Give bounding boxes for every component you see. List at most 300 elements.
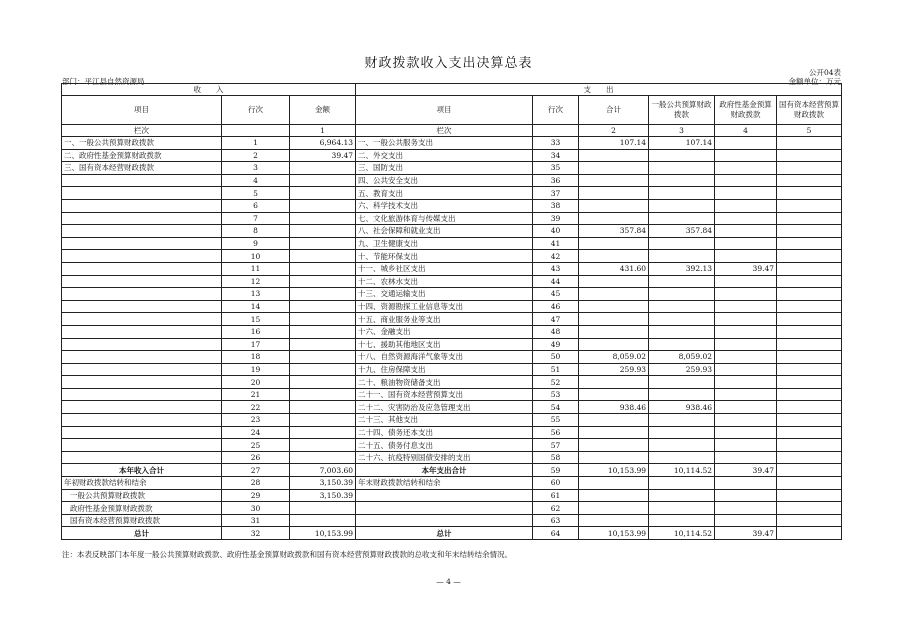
- income-item: [62, 275, 222, 288]
- fund-budget-amount: [715, 275, 777, 288]
- soe-budget-amount: [777, 477, 842, 490]
- col-num-4: 4: [715, 125, 777, 137]
- income-amount: 39.47: [290, 149, 356, 162]
- expend-line: 38: [533, 199, 579, 212]
- gen-budget-amount: [649, 514, 715, 527]
- income-item: [62, 376, 222, 389]
- total-amount: 10,153.99: [579, 527, 649, 540]
- col-blank: [222, 125, 290, 137]
- table-row: [62, 338, 842, 351]
- fund-budget-amount: [715, 414, 777, 427]
- table-row: [62, 162, 842, 175]
- total-amount: [579, 199, 649, 212]
- summary-row: [62, 514, 842, 527]
- gen-budget-amount: [649, 451, 715, 464]
- income-item: [62, 174, 222, 187]
- expend-item: 二十、粮油物资储备支出: [356, 376, 533, 389]
- table-row: [62, 225, 842, 238]
- income-amount: [290, 212, 356, 225]
- gen-budget-amount: [649, 162, 715, 175]
- col-num-2: 2: [579, 125, 649, 137]
- expend-line: 34: [533, 149, 579, 162]
- soe-budget-amount: [777, 262, 842, 275]
- total-amount: [579, 325, 649, 338]
- income-item: [62, 288, 222, 301]
- income-amount: [290, 401, 356, 414]
- income-item: [62, 451, 222, 464]
- total-amount: 259.93: [579, 363, 649, 376]
- income-item: 一般公共预算财政拨款: [62, 489, 222, 502]
- gen-budget-amount: [649, 502, 715, 515]
- income-line: 26: [222, 451, 290, 464]
- income-amount: [290, 174, 356, 187]
- summary-row: [62, 502, 842, 515]
- fund-budget-amount: [715, 338, 777, 351]
- gen-budget-amount: 10,114.52: [649, 527, 715, 540]
- gen-budget-amount: [649, 414, 715, 427]
- expend-item: 六、科学技术支出: [356, 199, 533, 212]
- gen-budget-amount: [649, 426, 715, 439]
- gen-budget-amount: [649, 237, 715, 250]
- income-item: [62, 300, 222, 313]
- soe-budget-amount: [777, 376, 842, 389]
- footnote: 注：本表反映部门本年度一般公共预算财政拨款、政府性基金预算财政拨款和国有资本经营预算财政拨款的总收支和年末结转结余情况。: [62, 550, 512, 559]
- soe-budget-amount: [777, 325, 842, 338]
- income-amount: [290, 439, 356, 452]
- fund-budget-amount: [715, 237, 777, 250]
- total-amount: [579, 338, 649, 351]
- expend-item: [356, 514, 533, 527]
- total-amount: [579, 288, 649, 301]
- income-line: 1: [222, 137, 290, 150]
- summary-row: [62, 477, 842, 490]
- expend-item: 一、一般公共服务支出: [356, 137, 533, 150]
- soe-budget-amount: [777, 451, 842, 464]
- table-row: [62, 363, 842, 376]
- income-line: 7: [222, 212, 290, 225]
- table-row: [62, 137, 842, 150]
- income-item: [62, 313, 222, 326]
- gen-budget-amount: [649, 439, 715, 452]
- expend-line: 43: [533, 262, 579, 275]
- income-line: 3: [222, 162, 290, 175]
- fund-budget-amount: [715, 502, 777, 515]
- total-amount: [579, 300, 649, 313]
- soe-budget-amount: [777, 162, 842, 175]
- fund-budget-amount: [715, 212, 777, 225]
- income-line: 11: [222, 262, 290, 275]
- soe-budget-amount: [777, 237, 842, 250]
- income-line: 23: [222, 414, 290, 427]
- fund-budget-amount: [715, 376, 777, 389]
- income-line: 29: [222, 489, 290, 502]
- gen-budget-amount: [649, 250, 715, 263]
- unit-label: 金额单位：万元: [788, 77, 841, 86]
- income-item: [62, 401, 222, 414]
- income-item: 年初财政拨款结转和结余: [62, 477, 222, 490]
- fund-budget-amount: [715, 288, 777, 301]
- income-line: 14: [222, 300, 290, 313]
- expend-line: 56: [533, 426, 579, 439]
- soe-budget-header: 国有资本经营预算财政拨款: [777, 96, 842, 125]
- income-amount: [290, 275, 356, 288]
- income-amount: [290, 325, 356, 338]
- expend-line: 63: [533, 514, 579, 527]
- expend-item: 七、文化旅游体育与传媒支出: [356, 212, 533, 225]
- total-amount: [579, 426, 649, 439]
- summary-row: [62, 527, 842, 540]
- expend-item: 十三、交通运输支出: [356, 288, 533, 301]
- expend-item: 二十一、国有资本经营预算支出: [356, 388, 533, 401]
- expend-item-header: 项目: [356, 96, 533, 125]
- fund-budget-amount: [715, 477, 777, 490]
- expend-line: 47: [533, 313, 579, 326]
- income-amount: [290, 351, 356, 364]
- table-row: [62, 325, 842, 338]
- gen-budget-amount: 8,059.02: [649, 351, 715, 364]
- income-amount: [290, 338, 356, 351]
- total-amount: [579, 275, 649, 288]
- income-line: 21: [222, 388, 290, 401]
- income-line: 22: [222, 401, 290, 414]
- income-amount: 3,150.39: [290, 489, 356, 502]
- soe-budget-amount: [777, 313, 842, 326]
- income-amount: [290, 363, 356, 376]
- expend-item: 十八、自然资源海洋气象等支出: [356, 351, 533, 364]
- expend-line: 64: [533, 527, 579, 540]
- total-amount: [579, 451, 649, 464]
- fund-budget-amount: [715, 225, 777, 238]
- fund-budget-amount: 39.47: [715, 527, 777, 540]
- income-line-header: 行次: [222, 96, 290, 125]
- expend-line-header: 行次: [533, 96, 579, 125]
- income-item: [62, 325, 222, 338]
- expend-line: 33: [533, 137, 579, 150]
- income-header: 收 入: [62, 84, 356, 96]
- income-item: [62, 414, 222, 427]
- expend-item: 十七、援助其他地区支出: [356, 338, 533, 351]
- table-row: [62, 426, 842, 439]
- expend-item: 十一、城乡社区支出: [356, 262, 533, 275]
- fund-budget-amount: [715, 426, 777, 439]
- income-line: 27: [222, 464, 290, 477]
- income-item: [62, 187, 222, 200]
- income-line: 9: [222, 237, 290, 250]
- expend-item: 二十四、债务还本支出: [356, 426, 533, 439]
- table-row: [62, 401, 842, 414]
- expend-line: 49: [533, 338, 579, 351]
- gen-budget-amount: 357.84: [649, 225, 715, 238]
- expend-line: 46: [533, 300, 579, 313]
- income-item: 国有资本经营预算财政拨款: [62, 514, 222, 527]
- expend-line: 48: [533, 325, 579, 338]
- income-item: [62, 199, 222, 212]
- gen-budget-amount: [649, 149, 715, 162]
- income-line: 8: [222, 225, 290, 238]
- gen-budget-amount: [649, 212, 715, 225]
- table-row: [62, 313, 842, 326]
- income-amount: 6,964.13: [290, 137, 356, 150]
- expend-line: 37: [533, 187, 579, 200]
- table-row: [62, 212, 842, 225]
- fund-budget-amount: [715, 451, 777, 464]
- fund-budget-amount: [715, 388, 777, 401]
- income-amount: [290, 250, 356, 263]
- table-row: [62, 237, 842, 250]
- income-amount: [290, 225, 356, 238]
- fund-budget-amount: [715, 514, 777, 527]
- expend-line: 40: [533, 225, 579, 238]
- col-blank: [533, 125, 579, 137]
- income-item: [62, 250, 222, 263]
- gen-budget-amount: [649, 338, 715, 351]
- expend-line: 54: [533, 401, 579, 414]
- col-num-1: 1: [290, 125, 356, 137]
- expend-item: 二、外交支出: [356, 149, 533, 162]
- total-amount: [579, 514, 649, 527]
- col-label-left: 栏次: [62, 125, 222, 137]
- soe-budget-amount: [777, 225, 842, 238]
- fund-budget-header: 政府性基金预算财政拨款: [715, 96, 777, 125]
- expend-line: 59: [533, 464, 579, 477]
- soe-budget-amount: [777, 464, 842, 477]
- income-amount: [290, 199, 356, 212]
- gen-budget-amount: [649, 376, 715, 389]
- table-row: [62, 199, 842, 212]
- soe-budget-amount: [777, 363, 842, 376]
- col-num-5: 5: [777, 125, 842, 137]
- expend-item: 二十五、债务付息支出: [356, 439, 533, 452]
- income-line: 12: [222, 275, 290, 288]
- income-amount: [290, 237, 356, 250]
- table-row: [62, 300, 842, 313]
- table-row: [62, 351, 842, 364]
- gen-budget-amount: [649, 300, 715, 313]
- expend-item: 九、卫生健康支出: [356, 237, 533, 250]
- fund-budget-amount: [715, 199, 777, 212]
- total-amount: [579, 149, 649, 162]
- soe-budget-amount: [777, 351, 842, 364]
- expend-line: 51: [533, 363, 579, 376]
- income-item: 三、国有资本经营财政拨款: [62, 162, 222, 175]
- income-line: 20: [222, 376, 290, 389]
- table-row: [62, 388, 842, 401]
- income-amount: [290, 187, 356, 200]
- income-line: 19: [222, 363, 290, 376]
- expend-item: 二十六、抗疫特别国债安排的支出: [356, 451, 533, 464]
- gen-budget-amount: 259.93: [649, 363, 715, 376]
- table-row: [62, 288, 842, 301]
- income-line: 16: [222, 325, 290, 338]
- gen-budget-header: 一般公共预算财政拨款: [649, 96, 715, 125]
- total-amount: 8,059.02: [579, 351, 649, 364]
- income-amount: 3,150.39: [290, 477, 356, 490]
- income-item: [62, 225, 222, 238]
- fund-budget-amount: [715, 313, 777, 326]
- income-amount: [290, 376, 356, 389]
- expend-item: 年末财政拨款结转和结余: [356, 477, 533, 490]
- expend-item: 五、教育支出: [356, 187, 533, 200]
- table-row: [62, 262, 842, 275]
- col-label-right: 栏次: [356, 125, 533, 137]
- page-number: — 4 —: [436, 577, 461, 586]
- table-row: [62, 187, 842, 200]
- total-amount: [579, 439, 649, 452]
- expend-line: 39: [533, 212, 579, 225]
- expend-item: 总计: [356, 527, 533, 540]
- fund-budget-amount: [715, 300, 777, 313]
- table-row: [62, 376, 842, 389]
- page-title: 财政拨款收入支出决算总表: [364, 56, 533, 71]
- fund-budget-amount: 39.47: [715, 464, 777, 477]
- expend-line: 58: [533, 451, 579, 464]
- total-amount: 10,153.99: [579, 464, 649, 477]
- gen-budget-amount: [649, 477, 715, 490]
- soe-budget-amount: [777, 514, 842, 527]
- income-item: 一、一般公共预算财政拨款: [62, 137, 222, 150]
- expend-item: 二十三、其他支出: [356, 414, 533, 427]
- form-number: 公开04表: [808, 68, 841, 77]
- expend-line: 53: [533, 388, 579, 401]
- expend-line: 62: [533, 502, 579, 515]
- income-amount: [290, 288, 356, 301]
- soe-budget-amount: [777, 426, 842, 439]
- department-label: 部门：平江县自然资源局: [62, 77, 145, 86]
- expend-item: 十、节能环保支出: [356, 250, 533, 263]
- total-amount: [579, 237, 649, 250]
- table-row: [62, 149, 842, 162]
- total-amount: [579, 376, 649, 389]
- gen-budget-amount: [649, 199, 715, 212]
- income-item: [62, 351, 222, 364]
- soe-budget-amount: [777, 502, 842, 515]
- total-header: 合计: [579, 96, 649, 125]
- total-amount: 357.84: [579, 225, 649, 238]
- total-amount: [579, 489, 649, 502]
- income-item: [62, 212, 222, 225]
- soe-budget-amount: [777, 288, 842, 301]
- expend-line: 44: [533, 275, 579, 288]
- expend-line: 36: [533, 174, 579, 187]
- income-item: 本年收入合计: [62, 464, 222, 477]
- gen-budget-amount: [649, 174, 715, 187]
- expend-line: 42: [533, 250, 579, 263]
- expend-line: 61: [533, 489, 579, 502]
- fund-budget-amount: [715, 489, 777, 502]
- income-item: 政府性基金预算财政拨款: [62, 502, 222, 515]
- income-line: 28: [222, 477, 290, 490]
- soe-budget-amount: [777, 401, 842, 414]
- fund-budget-amount: [715, 162, 777, 175]
- total-amount: [579, 414, 649, 427]
- income-amount: [290, 388, 356, 401]
- expend-item: 二十二、灾害防治及应急管理支出: [356, 401, 533, 414]
- fund-budget-amount: [715, 439, 777, 452]
- fund-budget-amount: [715, 174, 777, 187]
- expend-line: 41: [533, 237, 579, 250]
- table-row: [62, 174, 842, 187]
- expend-line: 52: [533, 376, 579, 389]
- income-item-header: 项目: [62, 96, 222, 125]
- income-item: [62, 363, 222, 376]
- income-amount: [290, 502, 356, 515]
- soe-budget-amount: [777, 149, 842, 162]
- expend-item: 十五、商业服务业等支出: [356, 313, 533, 326]
- income-line: 10: [222, 250, 290, 263]
- expend-line: 57: [533, 439, 579, 452]
- income-amount: [290, 426, 356, 439]
- soe-budget-amount: [777, 300, 842, 313]
- budget-table: [61, 83, 842, 540]
- income-amount: [290, 313, 356, 326]
- total-amount: [579, 313, 649, 326]
- gen-budget-amount: [649, 187, 715, 200]
- soe-budget-amount: [777, 174, 842, 187]
- income-amount: 7,003.60: [290, 464, 356, 477]
- income-amount: [290, 300, 356, 313]
- fund-budget-amount: [715, 351, 777, 364]
- total-amount: 938.46: [579, 401, 649, 414]
- income-item: 总计: [62, 527, 222, 540]
- fund-budget-amount: [715, 363, 777, 376]
- expend-line: 60: [533, 477, 579, 490]
- total-amount: [579, 212, 649, 225]
- income-line: 13: [222, 288, 290, 301]
- total-amount: [579, 250, 649, 263]
- gen-budget-amount: [649, 325, 715, 338]
- income-line: 24: [222, 426, 290, 439]
- gen-budget-amount: 10,114.52: [649, 464, 715, 477]
- income-amount: [290, 414, 356, 427]
- income-line: 15: [222, 313, 290, 326]
- table-row: [62, 439, 842, 452]
- income-item: 二、政府性基金预算财政拨款: [62, 149, 222, 162]
- soe-budget-amount: [777, 137, 842, 150]
- fund-budget-amount: 39.47: [715, 262, 777, 275]
- income-amount: [290, 451, 356, 464]
- gen-budget-amount: [649, 489, 715, 502]
- income-line: 6: [222, 199, 290, 212]
- income-item: [62, 262, 222, 275]
- fund-budget-amount: [715, 187, 777, 200]
- fund-budget-amount: [715, 137, 777, 150]
- total-amount: [579, 388, 649, 401]
- income-amount-header: 金额: [290, 96, 356, 125]
- income-line: 31: [222, 514, 290, 527]
- expend-line: 55: [533, 414, 579, 427]
- fund-budget-amount: [715, 149, 777, 162]
- table-row: [62, 250, 842, 263]
- income-line: 32: [222, 527, 290, 540]
- income-item: [62, 426, 222, 439]
- income-amount: 10,153.99: [290, 527, 356, 540]
- summary-row: [62, 464, 842, 477]
- soe-budget-amount: [777, 527, 842, 540]
- gen-budget-amount: [649, 313, 715, 326]
- total-amount: [579, 174, 649, 187]
- expend-line: 35: [533, 162, 579, 175]
- income-item: [62, 439, 222, 452]
- income-line: 25: [222, 439, 290, 452]
- fund-budget-amount: [715, 401, 777, 414]
- income-line: 4: [222, 174, 290, 187]
- table-row: [62, 451, 842, 464]
- expend-item: [356, 489, 533, 502]
- expend-item: [356, 502, 533, 515]
- gen-budget-amount: 938.46: [649, 401, 715, 414]
- income-item: [62, 338, 222, 351]
- income-amount: [290, 262, 356, 275]
